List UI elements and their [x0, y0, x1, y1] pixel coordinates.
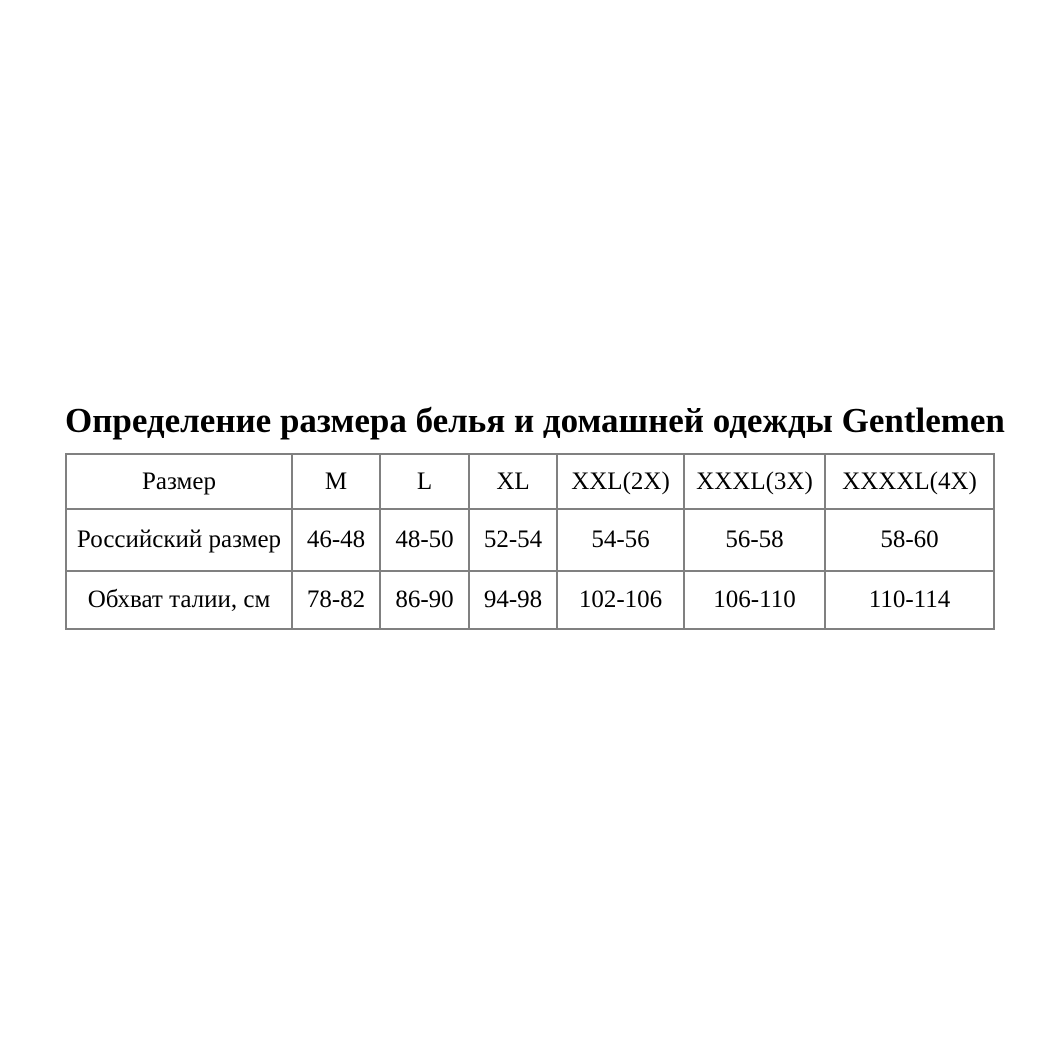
table-row-waist — [66, 571, 994, 629]
row-label-russian-size: Российский размер — [66, 509, 292, 571]
header-cell-l: L — [380, 454, 469, 509]
cell-waist-xxxxl: 110-114 — [825, 571, 994, 629]
cell-russian-xl: 52-54 — [469, 509, 557, 571]
header-cell-xxxl: XXXL(3X) — [684, 454, 825, 509]
cell-waist-xxl: 102-106 — [557, 571, 684, 629]
cell-waist-xl: 94-98 — [469, 571, 557, 629]
header-cell-size-label: Размер — [66, 454, 292, 509]
cell-russian-m: 46-48 — [292, 509, 380, 571]
cell-russian-xxl: 54-56 — [557, 509, 684, 571]
header-cell-xxl: XXL(2X) — [557, 454, 684, 509]
size-chart-table — [65, 453, 995, 630]
table-row-russian-size — [66, 509, 994, 571]
page-title: Определение размера белья и домашней одежды Gentlemen — [65, 401, 1005, 441]
table-header-row — [66, 454, 994, 509]
cell-russian-l: 48-50 — [380, 509, 469, 571]
row-label-waist: Обхват талии, см — [66, 571, 292, 629]
header-cell-xl: XL — [469, 454, 557, 509]
cell-waist-m: 78-82 — [292, 571, 380, 629]
header-cell-xxxxl: XXXXL(4X) — [825, 454, 994, 509]
cell-russian-xxxl: 56-58 — [684, 509, 825, 571]
header-cell-m: M — [292, 454, 380, 509]
cell-waist-xxxl: 106-110 — [684, 571, 825, 629]
cell-waist-l: 86-90 — [380, 571, 469, 629]
cell-russian-xxxxl: 58-60 — [825, 509, 994, 571]
